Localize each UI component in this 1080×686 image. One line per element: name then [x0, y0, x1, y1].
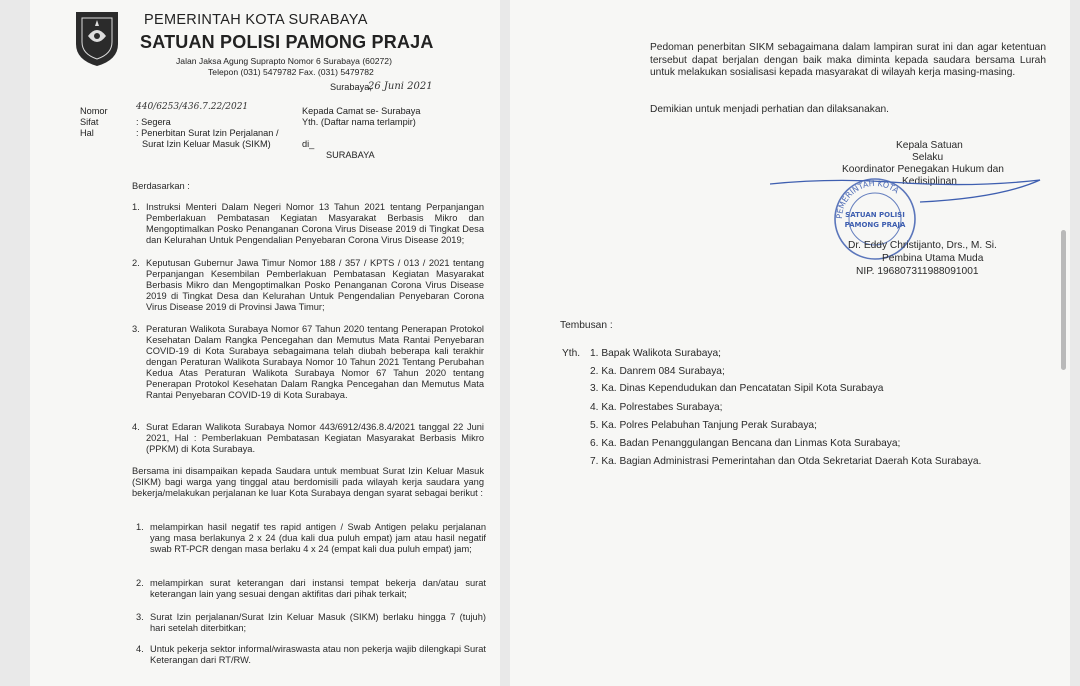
- cc-item: 6. Ka. Badan Penanggulangan Bencana dan Linmas Kota Surabaya;: [590, 438, 901, 449]
- basis-number: 4.: [132, 422, 140, 432]
- recipient-city: SURABAYA: [326, 150, 375, 160]
- yth-label: Yth.: [562, 348, 581, 359]
- requirement-item: Untuk pekerja sektor informal/wiraswasta atau non pekerja wajib dilengkapi Surat Keterangan dari RT/RW.: [150, 644, 486, 665]
- cc-item: 1. Bapak Walikota Surabaya;: [590, 348, 721, 359]
- stamp-inner-2: PAMONG PRAJA: [844, 221, 906, 229]
- basis-number: 3.: [132, 324, 140, 334]
- sifat-value: : Segera: [136, 117, 171, 127]
- hal-value-2: Surat Izin Keluar Masuk (SIKM): [142, 139, 271, 149]
- signer-title-1: Kepala Satuan: [896, 140, 963, 151]
- requirement-number: 3.: [136, 612, 144, 622]
- hal-value-1: : Penerbitan Surat Izin Perjalanan /: [136, 128, 279, 138]
- cc-item: 7. Ka. Bagian Administrasi Pemerintahan dan Otda Sekretariat Daerah Kota Surabaya.: [590, 456, 982, 467]
- basis-number: 2.: [132, 258, 140, 268]
- date-city: Surabaya,: [330, 82, 372, 92]
- requirement-number: 4.: [136, 644, 144, 654]
- recipient-line1: Kepada Camat se- Surabaya: [302, 106, 421, 116]
- hal-label: Hal: [80, 128, 94, 138]
- letter-page-1: [30, 0, 500, 686]
- basis-item: Instruksi Menteri Dalam Negeri Nomor 13 Tahun 2021 tentang Perpanjangan Pemberlakuan Pembatasan Kegiatan Masyarakat Berbasis Mikro dan Mengoptimalkan Posko Penanganan Corona Virus Disease 2019 di Tingkat Desa dan Kelurahan Untuk Pengendalian Penyebaran Corona Virus Disease 2019;: [146, 202, 484, 245]
- phone: Telepon (031) 5479782 Fax. (031) 5479782: [208, 67, 374, 77]
- government-name: PEMERINTAH KOTA SURABAYA: [144, 12, 368, 28]
- signer-title-2: Selaku: [912, 152, 944, 163]
- agency-name: SATUAN POLISI PAMONG PRAJA: [140, 32, 434, 52]
- requirement-item: melampirkan surat keterangan dari instansi tempat bekerja dan/atau surat keterangan lain yang sesuai dengan aktifitas dari pihak terkait;: [150, 578, 486, 599]
- signer-rank: Pembina Utama Muda: [882, 253, 984, 264]
- berdasarkan-heading: Berdasarkan :: [132, 181, 190, 191]
- intro-paragraph: Bersama ini disampaikan kepada Saudara untuk membuat Surat Izin Keluar Masuk (SIKM) bagi warga yang tinggal atau berdomisili pada wilayah kerja saudara yang bekerja/melakukan perjalanan ke luar Kota Surabaya dengan syarat sebagai berikut :: [132, 466, 484, 498]
- basis-number: 1.: [132, 202, 140, 212]
- basis-item: Keputusan Gubernur Jawa Timur Nomor 188 / 357 / KPTS / 013 / 2021 tentang Perpanjangan Kesembilan Pemberlakuan Pembatasan Kegiatan Masyarakat Berbasis Mikro dan Mengoptimalkan Posko Penanganan Corona Virus Disease 2019 di Tingkat Desa dan Kelurahan Untuk Pengendalian Penyebaran Corona Virus Disease 2019 di Provinsi Jawa Timur;: [146, 258, 484, 312]
- date-handwritten: 26 Juni 2021: [368, 81, 433, 92]
- signer-title-3: Koordinator Penegakan Hukum dan: [842, 164, 1004, 175]
- cc-item: 3. Ka. Dinas Kependudukan dan Pencatatan Sipil Kota Surabaya: [590, 383, 884, 394]
- address: Jalan Jaksa Agung Suprapto Nomor 6 Surabaya (60272): [176, 56, 392, 66]
- requirement-number: 2.: [136, 578, 144, 588]
- nomor-value: 440/6253/436.7.22/2021: [136, 102, 249, 112]
- recipient-line2: Yth. (Daftar nama terlampir): [302, 117, 416, 127]
- city-crest-icon: [72, 8, 122, 68]
- stamp-top-text: PEMERINTAH KOTA: [834, 178, 901, 220]
- requirement-number: 1.: [136, 522, 144, 532]
- nomor-label: Nomor: [80, 106, 108, 116]
- stamp-inner-1: SATUAN POLISI: [845, 211, 905, 219]
- sifat-label: Sifat: [80, 117, 99, 127]
- cc-item: 4. Ka. Polrestabes Surabaya;: [590, 402, 723, 413]
- basis-item: Peraturan Walikota Surabaya Nomor 67 Tahun 2020 tentang Penerapan Protokol Kesehatan Dalam Rangka Pencegahan dan Memutus Mata Rantai Penyebaran COVID-19 di Kota Surabaya sebagaimana telah diubah beberapa kali terakhir dengan Peraturan Walikota Surabaya Nomor 10 Tahun 2021 Tentang Perubahan Kedua Atas Peraturan Walikota Surabaya Nomor 67 Tahun 2020 tentang Penerapan Protokol Kesehatan Dalam Rangka Pencegahan dan Memutus Mata Rantai Penyebaran COVID-19 di Kota Surabaya.: [146, 324, 484, 400]
- basis-item: Surat Edaran Walikota Surabaya Nomor 443/6912/436.8.4/2021 tanggal 22 Juni 2021, Hal : Pemberlakuan Pembatasan Kegiatan Masyarakat Berbasis Mikro (PPKM) di Kota Surabaya.: [146, 422, 484, 454]
- requirement-item: Surat Izin perjalanan/Surat Izin Keluar Masuk (SIKM) berlaku hingga 7 (tujuh) hari setelah diterbitkan;: [150, 612, 486, 633]
- cc-item: 2. Ka. Danrem 084 Surabaya;: [590, 366, 725, 377]
- cc-item: 5. Ka. Polres Pelabuhan Tanjung Perak Surabaya;: [590, 420, 817, 431]
- tembusan-heading: Tembusan :: [560, 320, 613, 331]
- scrollbar[interactable]: [1061, 230, 1066, 370]
- closing-paragraph: Pedoman penerbitan SIKM sebagaimana dalam lampiran surat ini dan agar ketentuan tersebut dapat berjalan dengan baik maka diminta kepada saudara bersama Lurah untuk melakukan sosialisasi kepada masyarakat di wilayah kerja masing-masing.: [650, 42, 1046, 78]
- recipient-di: di_: [302, 139, 315, 149]
- signer-title-4: Kedisiplinan: [902, 176, 957, 187]
- requirement-item: melampirkan hasil negatif tes rapid antigen / Swab Antigen pelaku perjalanan yang masa berlakunya 2 x 24 (dua kali dua puluh empat) jam atau hasil negatif swab RT-PCR dengan masa berlaku 4 x 24 (empat kali dua puluh empat) jam;: [150, 522, 486, 554]
- signer-name: Dr. Eddy Christijanto, Drs., M. Si.: [848, 240, 997, 251]
- closing-statement: Demikian untuk menjadi perhatian dan dilaksanakan.: [650, 104, 889, 115]
- letter-page-2: [510, 0, 1070, 686]
- signer-nip: NIP. 196807311988091001: [856, 266, 979, 277]
